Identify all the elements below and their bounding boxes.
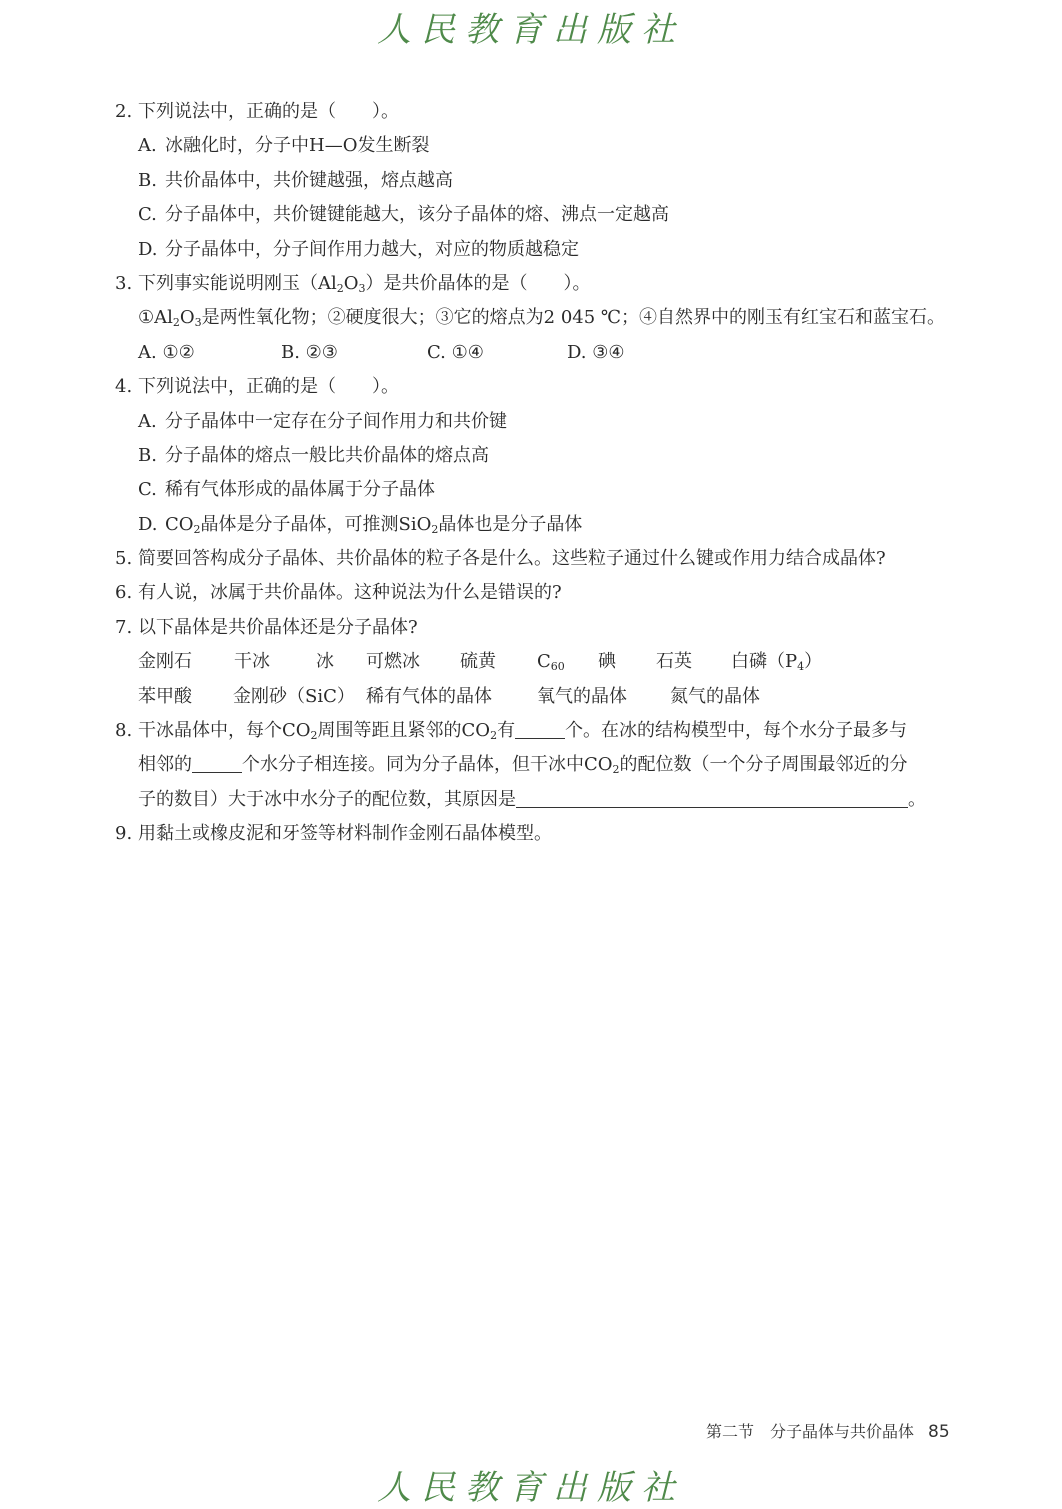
option-letter: B. bbox=[138, 444, 157, 466]
option-letter: D. bbox=[138, 238, 158, 260]
choice-d: D. ③④ bbox=[567, 341, 625, 363]
question-text: 以下晶体是共价晶体还是分子晶体? bbox=[138, 616, 418, 638]
crystal-item: 可燃冰 bbox=[366, 651, 420, 673]
option-text: 冰融化时，分子中H—O发生断裂 bbox=[165, 135, 430, 157]
page-number: 85 bbox=[928, 1422, 950, 1442]
option-letter: B. bbox=[138, 169, 157, 191]
question-2-option-c bbox=[115, 198, 965, 232]
question-7 bbox=[115, 611, 965, 645]
question-3-facts: $①Al_2O_3$是两性氧化物；②硬度很大；③它的熔点为2 045 ℃；④自然界中的刚玉有红宝石和蓝宝石。 bbox=[138, 307, 946, 330]
question-2-option-a bbox=[115, 129, 965, 163]
option-text: 分子晶体中，共价键键能越大，该分子晶体的熔、沸点一定越高 bbox=[165, 204, 669, 226]
question-4-option-c bbox=[115, 473, 965, 507]
question-4-option-a bbox=[115, 405, 965, 439]
question-number: 7. bbox=[115, 616, 133, 638]
question-text: 干冰晶体中，每个$CO_2$周围等距且紧邻的$CO_2$有 个。在冰的结构模型中，每个水分子最多与 bbox=[138, 720, 908, 743]
crystal-item: 金刚砂（SiC） bbox=[233, 685, 355, 707]
answer-blank-1[interactable] bbox=[515, 718, 565, 739]
option-letter: D. bbox=[138, 513, 158, 535]
crystal-item: 冰 bbox=[316, 651, 334, 673]
question-4-option-b bbox=[115, 439, 965, 473]
option-text: 稀有气体形成的晶体属于分子晶体 bbox=[165, 479, 435, 501]
option-text: 共价晶体中，共价键越强，熔点越高 bbox=[165, 169, 453, 191]
question-6 bbox=[115, 576, 965, 610]
crystal-item: 氧气的晶体 bbox=[537, 685, 627, 707]
crystal-item: 白磷$(P_4)$ bbox=[731, 651, 823, 674]
question-number: 6. bbox=[115, 582, 133, 604]
question-4-option-d bbox=[115, 508, 965, 542]
crystal-item: 稀有气体的晶体 bbox=[366, 685, 492, 707]
crystal-item: 金刚石 bbox=[138, 651, 192, 673]
question-number: 2. bbox=[115, 101, 133, 122]
question-5 bbox=[115, 542, 965, 576]
answer-blank-3[interactable] bbox=[516, 787, 908, 808]
question-text: 有人说，冰属于共价晶体。这种说法为什么是错误的? bbox=[138, 582, 562, 604]
option-text: 分子晶体的熔点一般比共价晶体的熔点高 bbox=[165, 444, 489, 466]
page-footer bbox=[706, 1419, 950, 1442]
question-8-line-1 bbox=[115, 714, 965, 748]
answer-blank-2[interactable] bbox=[192, 752, 242, 773]
crystal-item: 苯甲酸 bbox=[138, 685, 192, 707]
question-9 bbox=[115, 817, 965, 851]
question-8-line-3: 子的数目）大于冰中水分子的配位数，其原因是 。 bbox=[138, 788, 926, 810]
publisher-logo-bottom: 人民教育出版社 bbox=[377, 1468, 685, 1508]
crystal-item: 干冰 bbox=[234, 651, 270, 673]
choice-c: C. ①④ bbox=[427, 341, 484, 363]
publisher-logo-top: 人民教育出版社 bbox=[377, 10, 685, 50]
question-7-crystal-row-1 bbox=[115, 645, 965, 679]
question-7-crystal-row-2 bbox=[115, 680, 965, 714]
question-number: 3. bbox=[115, 272, 133, 294]
crystal-item: 硫黄 bbox=[460, 651, 496, 673]
option-letter: A. bbox=[138, 135, 157, 157]
question-text: 下列说法中，正确的是（ ）。 bbox=[138, 376, 399, 398]
crystal-item: $C_{60}$ bbox=[537, 651, 565, 674]
question-number: 5. bbox=[115, 548, 133, 570]
question-4-stem bbox=[115, 370, 965, 404]
choice-b: B. ②③ bbox=[281, 341, 338, 363]
question-3-choices bbox=[115, 336, 965, 370]
option-text: $CO_2$晶体是分子晶体，可推测SiO$_2$晶体也是分子晶体 bbox=[165, 513, 583, 536]
question-2-stem bbox=[115, 95, 965, 129]
question-3-stem bbox=[115, 267, 965, 301]
question-text: 下列事实能说明刚玉$(Al_2O_3)$是共价晶体的是（ ）。 bbox=[138, 272, 591, 295]
question-text: 用黏土或橡皮泥和牙签等材料制作金刚石晶体模型。 bbox=[138, 823, 552, 845]
option-text: 分子晶体中一定存在分子间作用力和共价键 bbox=[165, 410, 507, 432]
question-number: 9. bbox=[115, 823, 133, 845]
option-letter: C. bbox=[138, 479, 157, 501]
question-text: 下列说法中，正确的是（ ）。 bbox=[138, 101, 399, 122]
crystal-item: 氮气的晶体 bbox=[670, 685, 760, 707]
question-2-option-b bbox=[115, 164, 965, 198]
choice-a: A. ①② bbox=[138, 341, 195, 363]
exercise-content bbox=[115, 95, 965, 852]
crystal-item: 碘 bbox=[598, 651, 616, 673]
option-letter: C. bbox=[138, 204, 157, 226]
question-number: 8. bbox=[115, 720, 133, 742]
crystal-item: 石英 bbox=[656, 651, 692, 673]
option-letter: A. bbox=[138, 410, 157, 432]
section-title: 第二节 分子晶体与共价晶体 bbox=[706, 1422, 915, 1441]
option-text: 分子晶体中，分子间作用力越大，对应的物质越稳定 bbox=[165, 238, 579, 260]
question-number: 4. bbox=[115, 376, 133, 398]
question-text: 简要回答构成分子晶体、共价晶体的粒子各是什么。这些粒子通过什么键或作用力结合成晶体? bbox=[138, 548, 886, 570]
question-2-option-d bbox=[115, 233, 965, 267]
question-8-line-2: 相邻的 个水分子相连接。同为分子晶体，但干冰中$CO_2$的配位数（一个分子周围最邻近的分 bbox=[138, 754, 908, 777]
